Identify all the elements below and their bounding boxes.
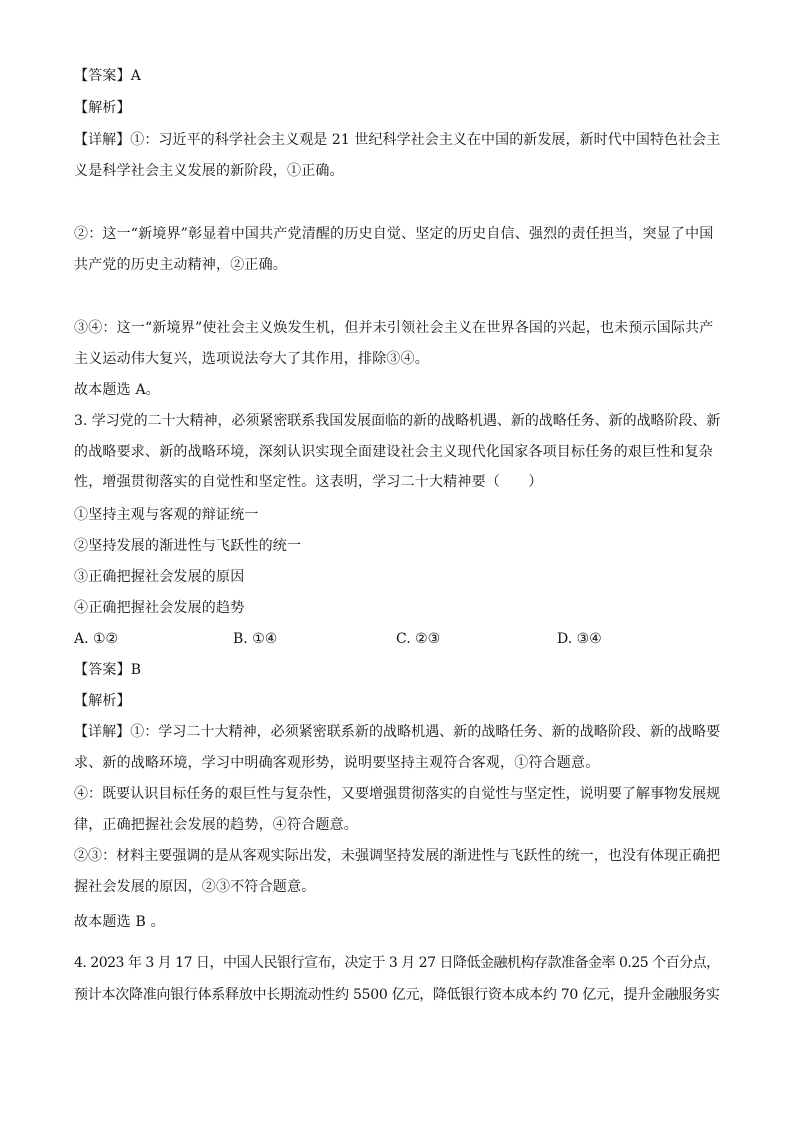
detail-q2-point3-line-2: 主义运动伟大复兴，选项说法夸大了其作用，排除③④。 bbox=[74, 351, 429, 367]
detail-q3-point1-line-1: 【详解】①：学习二十大精神，必须紧密联系新的战略机遇、新的战略任务、新的战略阶段、新的战略要 bbox=[74, 724, 721, 740]
question-4-line-2: 预计本次降准向银行体系释放中长期流动性约 5500 亿元，降低银行资本成本约 70 亿元，提升金融服务实 bbox=[74, 987, 720, 1003]
statement-3: ③正确把握社会发展的原因 bbox=[74, 569, 245, 585]
option-a: A. ①② bbox=[74, 631, 119, 647]
question-3-line-2: 的战略要求、新的战略环境，深刻认识实现全面建设社会主义现代化国家各项目标任务的艰巨性和复杂 bbox=[74, 444, 713, 460]
option-d: D. ③④ bbox=[557, 631, 602, 647]
statement-2: ②坚持发展的渐进性与飞跃性的统一 bbox=[74, 538, 302, 554]
question-3-line-1: 3. 学习党的二十大精神，必须紧密联系我国发展面临的新的战略机遇、新的战略任务、新的战略阶段、新 bbox=[74, 413, 721, 429]
question-4-line-1: 4. 2023 年 3 月 17 日，中国人民银行宣布，决定于 3 月 27 日降低金融机构存款准备金率 0.25 个百分点， bbox=[74, 955, 720, 971]
option-b: B. ①④ bbox=[233, 631, 278, 647]
detail-q2-line-1: 【详解】①：习近平的科学社会主义观是 21 世纪科学社会主义在中国的新发展，新时代中国特色社会主 bbox=[74, 132, 721, 148]
analysis-label-q3: 【解析】 bbox=[74, 693, 131, 709]
answer-label-q2: 【答案】A bbox=[74, 68, 142, 84]
detail-q3-point23-line-1: ②③：材料主要强调的是从客观实际出发，未强调坚持发展的渐进性与飞跃性的统一，也没有体现正确把 bbox=[74, 848, 721, 864]
answer-label-q3: 【答案】B bbox=[74, 662, 142, 678]
detail-q3-point4-line-2: 律，正确把握社会发展的趋势，④符合题意。 bbox=[74, 817, 358, 833]
statement-4: ④正确把握社会发展的趋势 bbox=[74, 600, 245, 616]
question-3-line-3: 性，增强贯彻落实的自觉性和坚定性。这表明，学习二十大精神要（ ） bbox=[74, 474, 543, 490]
detail-q2-line-2: 义是科学社会主义发展的新阶段，①正确。 bbox=[74, 163, 344, 179]
conclusion-q3: 故本题选 B 。 bbox=[74, 914, 165, 930]
conclusion-q2: 故本题选 A。 bbox=[74, 382, 160, 398]
detail-q3-point23-line-2: 握社会发展的原因，②③不符合题意。 bbox=[74, 879, 316, 895]
detail-q3-point4-line-1: ④：既要认识目标任务的艰巨性与复杂性，又要增强贯彻落实的自觉性与坚定性，说明要了解事物发展规 bbox=[74, 786, 721, 802]
analysis-label-q2: 【解析】 bbox=[74, 100, 131, 116]
detail-q2-point3-line-1: ③④：这一“新境界”使社会主义焕发生机，但并未引领社会主义在世界各国的兴起，也未预示国际共产 bbox=[74, 320, 714, 336]
detail-q2-point2-line-2: 共产党的历史主动精神，②正确。 bbox=[74, 257, 287, 273]
option-c: C. ②③ bbox=[396, 631, 441, 647]
detail-q3-point1-line-2: 求、新的战略环境，学习中明确客观形势，说明要坚持主观符合客观，①符合题意。 bbox=[74, 755, 600, 771]
statement-1: ①坚持主观与客观的辩证统一 bbox=[74, 507, 259, 523]
detail-q2-point2-line-1: ②：这一“新境界”彰显着中国共产党清醒的历史自觉、坚定的历史自信、强烈的责任担当，突显了中国 bbox=[74, 226, 714, 242]
